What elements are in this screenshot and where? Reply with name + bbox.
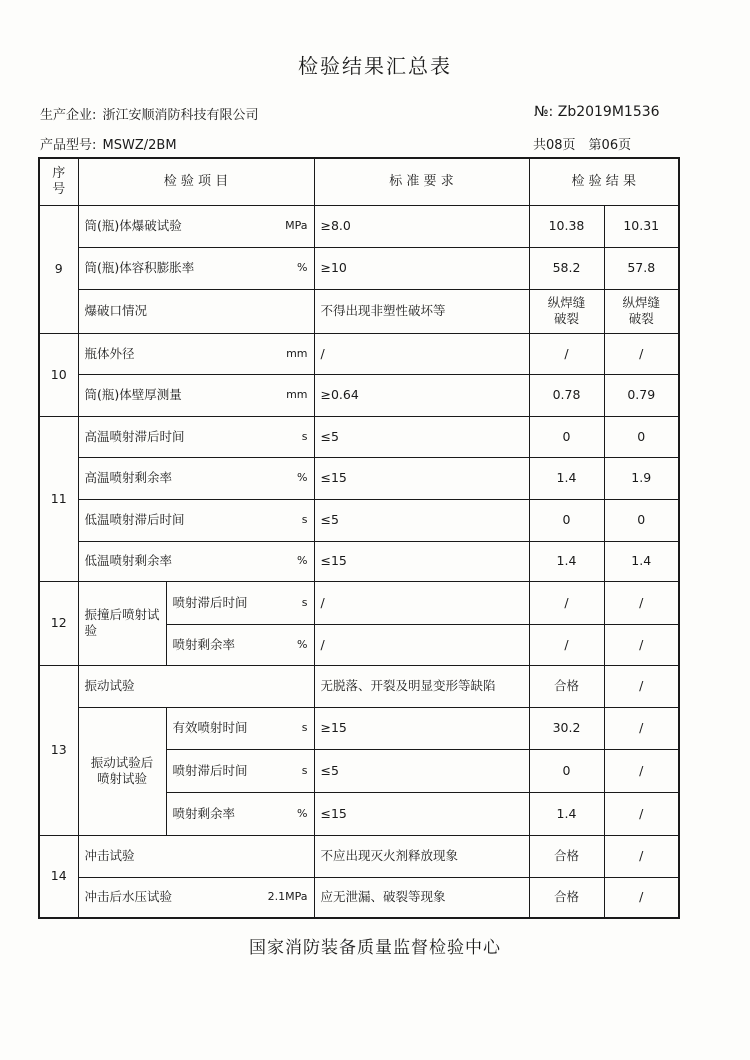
item-label: 低温喷射滞后时间 [84,512,185,528]
header-item: 检 验 项 目 [78,158,314,205]
item-cell [166,624,314,665]
item-label: 高温喷射剩余率 [84,470,173,486]
producer-line [40,104,261,123]
item-label: 高温喷射滞后时间 [84,428,185,444]
item-unit: % [297,637,308,651]
header-requirement: 标 准 要 求 [314,158,529,205]
result-cell-1: 合格 [529,835,604,877]
item-cell: 爆破口情况 [78,289,314,333]
requirement-cell: / [314,333,529,374]
requirement-cell: ≤5 [314,499,529,541]
requirement-cell: ≥8.0 [314,205,529,247]
result-cell-2: / [604,835,679,877]
result-cell-2: 1.4 [604,541,679,581]
requirement-cell: 应无泄漏、破裂等现象 [314,877,529,918]
result-cell-1: 10.38 [529,205,604,247]
item-unit: s [301,429,308,443]
requirement-cell: / [314,624,529,665]
result-cell-1: 1.4 [529,457,604,499]
item-unit: s [301,763,308,777]
model-line [40,134,179,153]
result-cell-2: 0 [604,416,679,457]
model-value: MSWZ/2BM [102,138,177,153]
item-unit: s [301,721,308,735]
item-cell [78,333,314,374]
item-cell [166,792,314,835]
result-cell-2: / [604,665,679,707]
item-cell [166,581,314,624]
page-count: 共08页 第06页 [533,138,632,153]
table-row [39,707,679,749]
item-cell [78,499,314,541]
seq-cell: 9 [39,205,78,333]
table-row [39,205,679,247]
table-row [39,247,679,289]
result-cell-2: 1.9 [604,457,679,499]
result-cell-1: 0 [529,499,604,541]
item-label: 筒(瓶)体爆破试验 [84,218,182,234]
item-cell [78,247,314,289]
item-cell [166,749,314,792]
result-cell-2: / [604,707,679,749]
result-cell-1: / [529,581,604,624]
result-cell-1: / [529,333,604,374]
requirement-cell: / [314,581,529,624]
result-cell-1: 30.2 [529,707,604,749]
item-label: 喷射滞后时间 [172,594,248,610]
report-number: №: Zb2019M1536 [534,104,660,120]
seq-cell: 13 [39,665,78,835]
group-cell: 振动试验后喷射试验 [78,707,166,835]
item-unit: % [297,806,308,820]
producer-value: 浙江安顺消防科技有限公司 [102,108,259,123]
requirement-cell: ≥15 [314,707,529,749]
page-title: 检验结果汇总表 [298,54,452,78]
table-row [39,499,679,541]
model-label: 产品型号: [40,138,97,153]
producer-label: 生产企业: [40,108,97,123]
result-cell-1: 合格 [529,665,604,707]
item-cell: 冲击试验 [78,835,314,877]
result-cell-2: / [604,333,679,374]
item-label: 低温喷射剩余率 [84,553,173,569]
result-cell-1: 0 [529,749,604,792]
result-cell-2: / [604,792,679,835]
table-row [39,457,679,499]
seq-cell: 12 [39,581,78,665]
issuer-footer: 国家消防装备质量监督检验中心 [249,938,501,958]
result-cell-2: 57.8 [604,247,679,289]
item-cell [78,416,314,457]
result-cell-2: 纵焊缝破裂 [604,289,679,333]
item-label: 筒(瓶)体壁厚测量 [84,387,182,403]
item-label: 冲击后水压试验 [84,889,173,905]
requirement-cell: 无脱落、开裂及明显变形等缺陷 [314,665,529,707]
result-cell-1: 0.78 [529,374,604,416]
requirement-cell: 不应出现灭火剂释放现象 [314,835,529,877]
table-row [39,374,679,416]
result-cell-2: / [604,624,679,665]
result-cell-2: 0.79 [604,374,679,416]
result-cell-2: 10.31 [604,205,679,247]
item-unit: mm [286,346,308,360]
table-row [39,835,679,877]
item-cell [78,541,314,581]
result-cell-2: / [604,749,679,792]
item-unit: 2.1MPa [267,890,308,904]
requirement-cell: ≥10 [314,247,529,289]
item-cell [78,877,314,918]
result-cell-2: / [604,877,679,918]
requirement-cell: ≤15 [314,457,529,499]
result-cell-2: / [604,581,679,624]
item-cell [166,707,314,749]
seq-cell: 10 [39,333,78,416]
table-row [39,665,679,707]
item-unit: % [297,554,308,568]
requirement-cell: ≤5 [314,749,529,792]
item-unit: s [301,513,308,527]
table-row [39,333,679,374]
header-result: 检 验 结 果 [529,158,679,205]
requirement-cell: ≤15 [314,792,529,835]
item-label: 筒(瓶)体容积膨胀率 [84,260,195,276]
item-label: 喷射剩余率 [172,636,236,652]
result-cell-2: 0 [604,499,679,541]
result-cell-1: 合格 [529,877,604,918]
result-cell-1: 0 [529,416,604,457]
item-unit: s [301,595,308,609]
item-unit: % [297,471,308,485]
table-row [39,541,679,581]
item-label: 喷射滞后时间 [172,762,248,778]
table-row [39,416,679,457]
result-cell-1: 纵焊缝破裂 [529,289,604,333]
item-cell [78,457,314,499]
requirement-cell: ≤15 [314,541,529,581]
seq-cell: 14 [39,835,78,918]
result-cell-1: 58.2 [529,247,604,289]
item-cell: 振动试验 [78,665,314,707]
item-label: 有效喷射时间 [172,720,248,736]
item-label: 喷射剩余率 [172,805,236,821]
requirement-cell: 不得出现非塑性破坏等 [314,289,529,333]
result-cell-1: 1.4 [529,541,604,581]
result-cell-1: 1.4 [529,792,604,835]
table-row [39,877,679,918]
item-label: 瓶体外径 [84,345,135,361]
results-table [38,157,680,919]
table-row [39,289,679,333]
item-unit: MPa [285,219,308,233]
result-cell-1: / [529,624,604,665]
table-row [39,581,679,624]
requirement-cell: ≥0.64 [314,374,529,416]
header-seq: 序号 [39,158,78,205]
seq-cell: 11 [39,416,78,581]
group-cell: 振撞后喷射试验 [78,581,166,665]
requirement-cell: ≤5 [314,416,529,457]
item-unit: mm [286,388,308,402]
item-cell [78,374,314,416]
item-cell [78,205,314,247]
item-unit: % [297,261,308,275]
table-header-row [39,158,679,205]
